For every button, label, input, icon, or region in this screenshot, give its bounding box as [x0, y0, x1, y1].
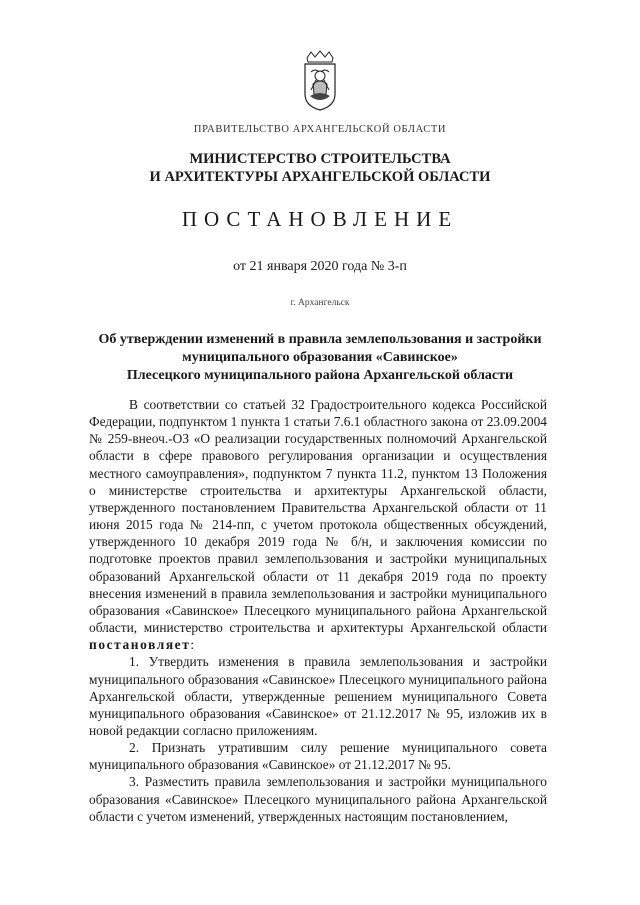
document-title — [70, 331, 570, 385]
document-city: г. Архангельск — [290, 298, 350, 308]
list-item: 1. Утвердить изменения в правила землепользования и застройки муниципального образования «Савинское» Плесецкого муниципального района Архангельской области, утвержденные решением муниципального Совета муниципального образования «Савинское» от 21.12.2017 № 95, изложив их в новой редакции согласно приложениям. — [89, 654, 547, 738]
decree-word: постановляет — [89, 637, 191, 653]
list-item: 3. Разместить правила землепользования и застройки муниципального образования «Савинское» Плесецкого муниципального района Архангельской области с учетом изменений, утвержденных настоящим постановлением, — [89, 774, 547, 824]
title-line: Плесецкого муниципального района Архангельской области — [126, 368, 514, 383]
ministry-name-line: МИНИСТЕРСТВО СТРОИТЕЛЬСТВА — [189, 151, 451, 167]
ministry-name-line: И АРХИТЕКТУРЫ АРХАНГЕЛЬСКОЙ ОБЛАСТИ — [149, 169, 491, 185]
agency-name: ПРАВИТЕЛЬСТВО АРХАНГЕЛЬСКОЙ ОБЛАСТИ — [193, 124, 447, 135]
title-line: муниципального образования «Савинское» — [182, 350, 458, 365]
preamble-paragraph — [89, 396, 547, 653]
document-date: от 21 января 2020 года № 3-п — [233, 259, 407, 274]
document-type: ПОСТАНОВЛЕНИЕ — [181, 207, 459, 231]
document-body — [89, 396, 547, 825]
list-item: 2. Признать утратившим силу решение муниципального совета муниципального образования «Савинское» от 21.12.2017 № 95. — [89, 740, 547, 773]
coat-of-arms-icon — [299, 50, 341, 112]
decree-colon: : — [190, 637, 195, 653]
ministry-name — [0, 150, 640, 186]
preamble-text: В соответствии со статьей 32 Градостроительного кодекса Российской Федерации, подпунктом 1 пункта 1 статьи 7.6.1 областного закона от 23.09.2004 № 259-внеоч.-ОЗ «О реализации государственных полномочий Архангельской области в сфере правового регулирования организации и осуществления местного самоуправления», подпунктом 7 пункта 11.2, пунктом 13 Положения о министерстве строительства и архитектуры Архангельской области, утвержденного постановлением Правительства Архангельской области от 11 июня 2015 года № 214-пп, с учетом протокола общественных обсуждений, утвержденного 10 декабря 2019 года № б/н, и заключения комиссии по подготовке проектов правил землепользования и застройки муниципальных образований Архангельской области от 11 декабря 2019 года по проекту внесения изменений в правила землепользования и застройки муниципального образования «Савинское» Плесецкого муниципального района Архангельской области, министерство строительства и архитектуры Архангельской области — [89, 397, 547, 636]
title-line: Об утверждении изменений в правила землепользования и застройки — [98, 332, 542, 347]
